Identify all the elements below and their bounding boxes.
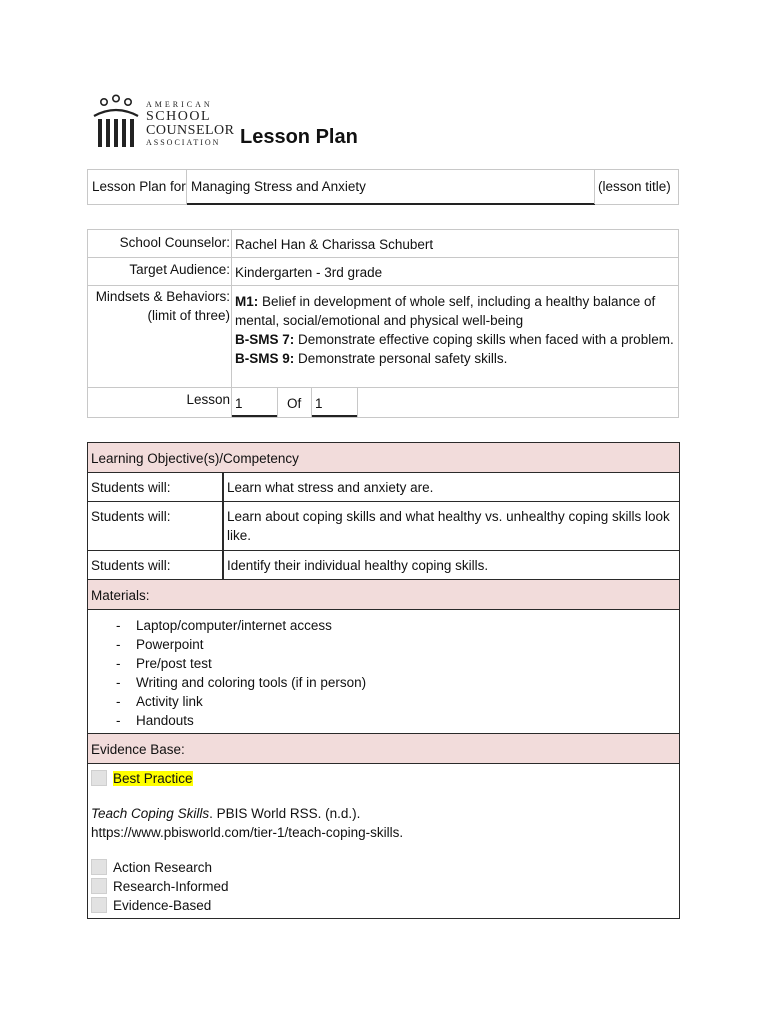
asca-logo: [92, 94, 235, 150]
citation-line: [91, 804, 360, 823]
research-informed-option[interactable]: [91, 877, 229, 896]
objective-text[interactable]: Learn about coping skills and what healthy vs. unhealthy coping skills look like.: [227, 509, 670, 543]
materials-row: [88, 610, 679, 734]
lesson-title-field[interactable]: Managing Stress and Anxiety: [191, 179, 366, 194]
materials-item: - Laptop/computer/internet access: [112, 616, 366, 635]
lesson-info-table: [87, 229, 679, 418]
materials-item: - Powerpoint: [112, 635, 366, 654]
lesson-label: Lesson: [186, 392, 230, 407]
citation-source: . PBIS World RSS. (n.d.).: [209, 806, 361, 821]
objectives-header-row: [88, 443, 679, 473]
materials-item: - Pre/post test: [112, 654, 366, 673]
materials-item: - Activity link: [112, 692, 366, 711]
objective-row: [88, 473, 679, 502]
materials-item: - Writing and coloring tools (if in person): [112, 673, 366, 692]
objective-label: Students will:: [91, 509, 171, 524]
lesson-title-table: [87, 169, 679, 205]
evidence-based-option[interactable]: [91, 896, 211, 915]
school-counselor-label: School Counselor:: [119, 235, 230, 250]
materials-list: [112, 616, 366, 730]
objective-row: [88, 551, 679, 580]
of-label: Of: [287, 396, 302, 411]
lesson-details-table: [87, 442, 680, 919]
objective-text[interactable]: Learn what stress and anxiety are.: [227, 480, 434, 495]
citation-title: Teach Coping Skills: [91, 806, 210, 821]
objectives-header: Learning Objective(s)/Competency: [91, 451, 299, 466]
logo-text-counselor: COUNSELOR: [146, 123, 235, 138]
mindset-bsms7: B-SMS 7: Demonstrate effective coping skills when faced with a problem.: [235, 332, 674, 347]
materials-header: Materials:: [91, 588, 150, 603]
logo-text-association: ASSOCIATION: [146, 138, 221, 147]
page-title: Lesson Plan: [240, 126, 358, 148]
action-research-option[interactable]: [91, 858, 212, 877]
evidence-header: Evidence Base:: [91, 742, 185, 757]
evidence-header-row: [88, 734, 679, 764]
action-research-checkbox[interactable]: [91, 859, 107, 875]
school-counselor-field[interactable]: Rachel Han & Charissa Schubert: [235, 237, 434, 252]
mindset-bsms9: B-SMS 9: Demonstrate personal safety skills.: [235, 351, 508, 366]
best-practice-option[interactable]: [91, 769, 193, 788]
evidence-based-checkbox[interactable]: [91, 897, 107, 913]
objective-label: Students will:: [91, 480, 171, 495]
mindsets-label: Mindsets & Behaviors:: [95, 289, 230, 304]
materials-item: - Handouts: [112, 711, 366, 730]
mindset-m1: M1: Belief in development of whole self, including a healthy balance of mental, social/emotional and physical well-being: [235, 294, 656, 328]
citation-url[interactable]: https://www.pbisworld.com/tier-1/teach-coping-skills.: [91, 825, 404, 840]
lesson-total-field[interactable]: 1: [315, 396, 323, 411]
lesson-plan-for-label: Lesson Plan for: [92, 179, 186, 194]
target-audience-field[interactable]: Kindergarten - 3rd grade: [235, 265, 383, 280]
objective-row: [88, 502, 679, 551]
action-research-label: Action Research: [113, 860, 213, 875]
best-practice-checkbox[interactable]: [91, 770, 107, 786]
research-informed-checkbox[interactable]: [91, 878, 107, 894]
asca-logo-icon: [92, 94, 144, 150]
logo-text-american: AMERICAN: [146, 100, 213, 109]
objective-label: Students will:: [91, 558, 171, 573]
lesson-number-field[interactable]: 1: [235, 396, 243, 411]
mindsets-sublabel: (limit of three): [147, 308, 230, 323]
research-informed-label: Research-Informed: [113, 879, 229, 894]
materials-header-row: [88, 580, 679, 610]
target-audience-label: Target Audience:: [129, 262, 230, 277]
lesson-title-underline: [187, 203, 595, 205]
lesson-title-suffix: (lesson title): [598, 179, 671, 194]
best-practice-label: Best Practice: [113, 771, 193, 786]
mindsets-field[interactable]: [235, 292, 675, 368]
objective-text[interactable]: Identify their individual healthy coping skills.: [227, 558, 489, 573]
evidence-based-label: Evidence-Based: [113, 898, 212, 913]
logo-text-school: SCHOOL: [146, 109, 212, 124]
